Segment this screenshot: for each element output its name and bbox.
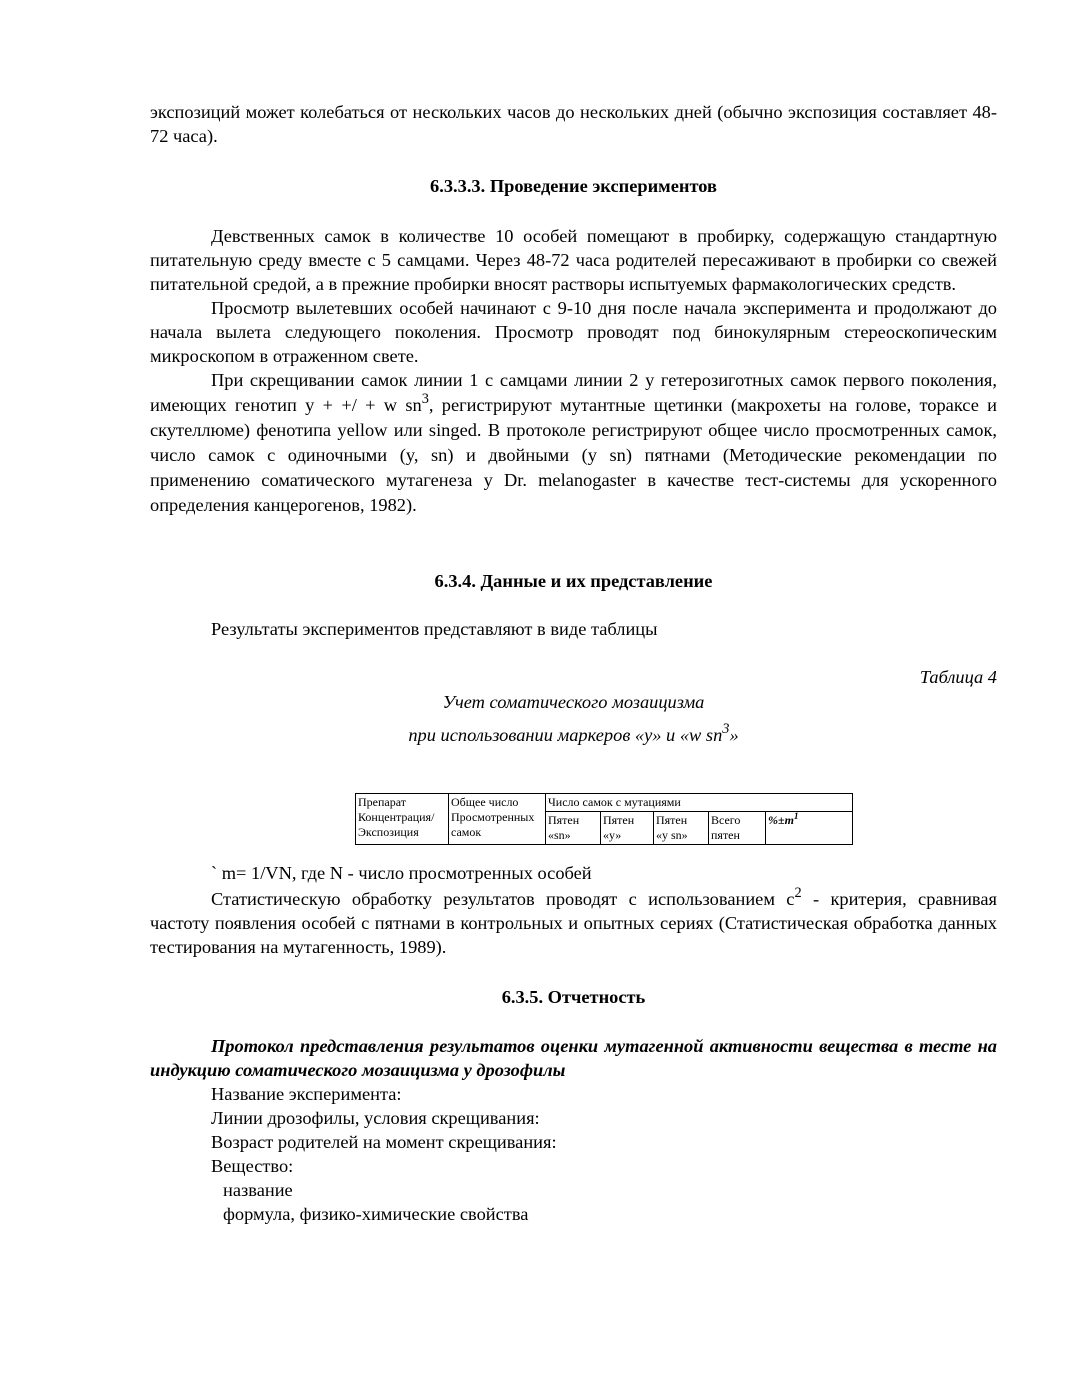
protocol-title: Протокол представления результатов оценки мутагенной активности вещества в тесте на индукцию соматического мозаицизма у дрозофилы (150, 1036, 997, 1080)
paragraph-exposure: экспозиций может колебаться от нескольких часов до нескольких дней (обычно экспозиция составляет 48-72 часа). (150, 102, 997, 146)
list-item: Линии дрозофилы, условия скрещивания: (211, 1108, 540, 1128)
document-page (150, 100, 997, 1226)
list-subitem: название (223, 1180, 293, 1200)
table-title-line1: Учет соматического мозаицизма (442, 692, 705, 712)
table-header-cell: Пятен «y sn» (654, 812, 709, 845)
superscript: 3 (421, 391, 429, 408)
paragraph-females: Девственных самок в количестве 10 особей помещают в пробирку, содержащую стандартную питательную среду вместе с 5 самцами. Через 48-72 часа родителей пересаживают в пробирки со свежей питательной средой, а в прежние пробирки вносят растворы испытуемых фармакологических средств. (150, 226, 997, 294)
list-item: Название эксперимента: (211, 1084, 402, 1104)
table-header-cell: Пятен «у» (601, 812, 654, 845)
paragraph-viewing: Просмотр вылетевших особей начинают с 9-10 дня после начала эксперимента и продолжают до начала вылета следующего поколения. Просмотр проводят под бинокулярным стереоскопическим микроскопом в отраженном свете. (150, 298, 997, 366)
table-header-cell: Препарат Концентрация/ Экспозиция (356, 794, 449, 845)
table-title-line2: при использовании маркеров «у» и «w $sn^3$» (408, 721, 739, 745)
table-header-cell: $\%\pm m^1$ (766, 812, 853, 845)
list-subitem: формула, физико-химические свойства (223, 1204, 529, 1224)
table-label: Таблица 4 (919, 667, 997, 687)
paragraph-statistics: Статистическую обработку результатов проводят с использованием $c^2$ - критерия, сравнивая частоту появления особей с пятнами в контрольных и опытных сериях (Статистическая обработка данных тестирования на мутагенность, 1989). (150, 885, 997, 957)
note-m: ` m= 1/VN, где N - число просмотренных особей (211, 863, 592, 883)
table-group-header: Число самок с мутациями (546, 794, 853, 812)
table-header-cell: Пятен «sn» (546, 812, 601, 845)
table-header-cell: Всего пятен (709, 812, 766, 845)
table-row (356, 794, 853, 812)
paragraph-results: Результаты экспериментов представляют в виде таблицы (211, 619, 658, 639)
list-item: Вещество: (211, 1156, 294, 1176)
mosaicism-table (355, 793, 853, 845)
heading-experiments: 6.3.3.3. Проведение экспериментов (430, 176, 717, 196)
list-item: Возраст родителей на момент скрещивания: (211, 1132, 557, 1152)
paragraph-crossing: При скрещивании самок линии 1 с самцами линии 2 у гетерозиготных самок первого поколения, имеющих генотип y + +/ + w $sn^3$, регистрируют мутантные щетинки (макрохеты на голове, тораксе и скутеллюме) фенотипа yellow или singed. В протоколе регистрируют общее число просмотренных самок, число самок с одиночными (y, sn) и двойными (y sn) пятнами (Методические рекомендации по применению соматического мутагенеза у Dr. melanogaster в качестве тест-системы для ускоренного определения канцерогенов, 1982). (150, 370, 997, 515)
heading-reporting: 6.3.5. Отчетность (501, 987, 646, 1007)
heading-data: 6.3.4. Данные и их представление (434, 571, 713, 591)
table-header-cell: Общее число Просмотренных самок (449, 794, 546, 845)
